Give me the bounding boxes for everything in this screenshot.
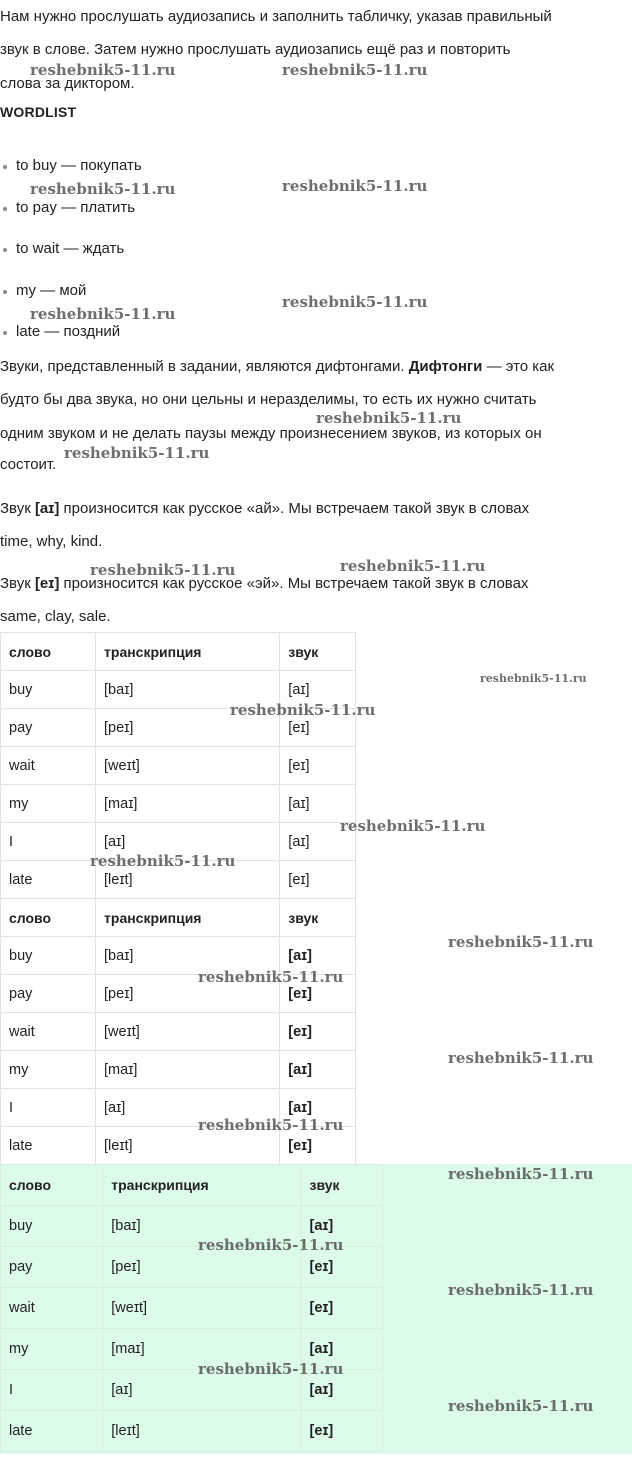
intro-line-3: слова за диктором. [0, 75, 135, 92]
table-row: wait [weɪt] [eɪ] [1, 747, 356, 785]
watermark: reshebnik5-11.ru [90, 852, 236, 870]
watermark: reshebnik5-11.ru [198, 1116, 344, 1134]
diphthongs-line-1: Звуки, представленный в задании, являются дифтонгами. Дифтонги — это как [0, 358, 555, 375]
watermark: reshebnik5-11.ru [198, 968, 344, 986]
bullet-icon [3, 248, 7, 252]
table-row: late [leɪt] [eɪ] [1, 1127, 356, 1165]
ai-sound-line: Звук [aɪ] произносится как русское «ай». Мы встречаем такой звук в словах [0, 500, 530, 517]
intro-line-1: Нам нужно прослушать аудиозапись и заполнить табличку, указав правильный [0, 8, 552, 25]
table-row: buy [baɪ] [aɪ] [1, 1206, 383, 1247]
table-row: pay [peɪ] [eɪ] [1, 709, 356, 747]
watermark: reshebnik5-11.ru [282, 61, 428, 79]
watermark: reshebnik5-11.ru [448, 1165, 594, 1183]
header-word: слово [1, 633, 96, 671]
header-sound: звук [280, 899, 356, 937]
watermark: reshebnik5-11.ru [340, 557, 486, 575]
table-row: wait [weɪt] [eɪ] [1, 1288, 383, 1329]
watermark: reshebnik5-11.ru [30, 61, 176, 79]
table-row: pay [peɪ] [eɪ] [1, 1247, 383, 1288]
table-header-row [1, 899, 356, 937]
table-row: my [maɪ] [aɪ] [1, 1329, 383, 1370]
watermark: reshebnik5-11.ru [480, 672, 587, 685]
sound-table-3 [0, 1164, 383, 1452]
watermark: reshebnik5-11.ru [448, 1049, 594, 1067]
bullet-icon [3, 290, 7, 294]
list-item: my — мой [0, 273, 300, 315]
bullet-icon [3, 331, 7, 335]
table-row: I [aɪ] [aɪ] [1, 1089, 356, 1127]
bullet-icon [3, 207, 7, 211]
watermark: reshebnik5-11.ru [340, 817, 486, 835]
table-row: my [maɪ] [aɪ] [1, 785, 356, 823]
ai-sound-words: time, why, kind. [0, 533, 103, 550]
table-row: I [aɪ] [aɪ] [1, 823, 356, 861]
table-row: wait [weɪt] [eɪ] [1, 1013, 356, 1051]
watermark: reshebnik5-11.ru [448, 1281, 594, 1299]
watermark: reshebnik5-11.ru [448, 1397, 594, 1415]
intro-line-2: звук в слове. Затем нужно прослушать аудиозапись ещё раз и повторить [0, 41, 511, 58]
ei-sound-line: Звук [eɪ] произносится как русское «эй». Мы встречаем такой звук в словах [0, 575, 529, 592]
list-item: late — поздний [0, 314, 300, 356]
header-word: слово [1, 1165, 103, 1206]
table-header-row [1, 1165, 383, 1206]
table-row: buy [baɪ] [aɪ] [1, 937, 356, 975]
watermark: reshebnik5-11.ru [90, 561, 236, 579]
table-header-row [1, 633, 356, 671]
wordlist-heading: WORDLIST [0, 104, 77, 120]
watermark: reshebnik5-11.ru [316, 409, 462, 427]
table-row: I [aɪ] [aɪ] [1, 1370, 383, 1411]
ei-sound-words: same, clay, sale. [0, 608, 111, 625]
bullet-icon [3, 165, 7, 169]
watermark: reshebnik5-11.ru [30, 305, 176, 323]
list-item: to buy — покупать [0, 148, 300, 190]
watermark: reshebnik5-11.ru [282, 293, 428, 311]
diphthongs-line-3: одним звуком и не делать паузы между произнесением звуков, из которых он [0, 425, 542, 442]
table-row: buy [baɪ] [aɪ] [1, 671, 356, 709]
table-row: pay [peɪ] [eɪ] [1, 975, 356, 1013]
header-sound: звук [301, 1165, 382, 1206]
watermark: reshebnik5-11.ru [282, 177, 428, 195]
table-row: my [maɪ] [aɪ] [1, 1051, 356, 1089]
header-transcription: транскрипция [96, 899, 280, 937]
watermark: reshebnik5-11.ru [230, 701, 376, 719]
diphthongs-line-4: состоит. [0, 456, 57, 473]
watermark: reshebnik5-11.ru [30, 180, 176, 198]
header-word: слово [1, 899, 96, 937]
list-item: to pay — платить [0, 190, 300, 232]
diphthongs-line-2: будто бы два звука, но они цельны и неразделимы, то есть их нужно считать [0, 391, 537, 408]
list-item: to wait — ждать [0, 231, 300, 273]
watermark: reshebnik5-11.ru [198, 1236, 344, 1254]
table-row: late [leɪt] [eɪ] [1, 1411, 383, 1452]
header-sound: звук [280, 633, 356, 671]
watermark: reshebnik5-11.ru [64, 444, 210, 462]
watermark: reshebnik5-11.ru [198, 1360, 344, 1378]
watermark: reshebnik5-11.ru [448, 933, 594, 951]
header-transcription: транскрипция [103, 1165, 301, 1206]
table-row: late [leɪt] [eɪ] [1, 861, 356, 899]
header-transcription: транскрипция [96, 633, 280, 671]
